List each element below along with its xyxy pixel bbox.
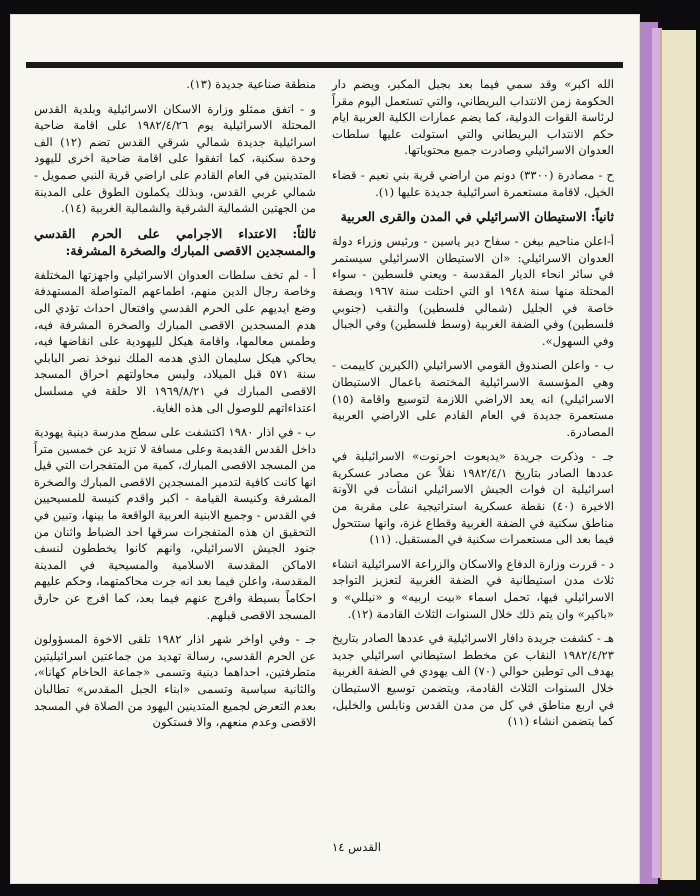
paragraph: الله اكبر» وقد سمي فيما بعد بجبل المكبر، ويضم دار الحكومة زمن الانتداب البريطاني، والتي تستعمل اليوم مقراً لرئاسة القوات الدولية، كما يضم عمارات الكلية العربية ايام حكم الانتداب البريطاني والتي استولت عليها سلطات العدوان الاسرائيلي وصادرت جميع محتوياتها.: [332, 77, 614, 158]
paragraph: منطقة صناعية جديدة (١٣).: [186, 77, 316, 91]
paragraph: جـ - وذكرت جريدة «يديعوت احرنوت» الاسرائيلية في عددها الصادر بتاريخ ١٩٨٢/٤/١ نقلاً عن مصادر عسكرية اسرائيلية ان فوات الجيش الاسرائيلي انشأت في الآونة الاخيرة (٤٠) نقطة عسكرية استراتيجية على مقربة من مناطق سكنية في الضفة الغربية وقطاع غزة، وانها ستتحول فيما بعد الى مستعمرات سكنية في المستقبل. (١١): [332, 449, 614, 547]
page-footer: القدس ١٤: [332, 840, 382, 854]
magazine-page: [10, 14, 640, 884]
paragraph: ب - في اذار ١٩٨٠ اكتشفت على سطح مدرسة دينية يهودية داخل القدس القديمة وعلى مسافة لا تزيد عن خمسين متراً من المسجد الاقصى المبارك، كمية من المتفجرات التي قيل انها كانت كافية لتدمير المسجدين الاقصى المبارك والصخرة المشرفة وكنيسة القيامة - اكبر واقدم كنيسة للمسيحيين في القدس - وجميع الابنية العربية الواقعة ما بينها، وتبين في التحقيق ان هذه المتفجرات سرقها احد الضباط واثنان من جنود الجيش الاسرائيلي، وانهم كانوا يخططون لنسف الاماكن المقدسة الاسلامية والمسيحية في المدينة المقدسة، واعلن فيما بعد انه جرت محاكمتهما، وحكم عليهم احكاماً بسيطة وافرج عنهم فيما بعد، كما افرج عن حارق المسجد الاقصى قبلهم.: [34, 425, 317, 622]
paragraph: د - قررت وزارة الدفاع والاسكان والزراعة الاسرائيلية انشاء ثلاث مدن استيطانية في الضفة الغربية لتعزيز التواجد الاسرائيلي فيها، تحمل اسماء «بيت اربيه» و «نيللي» و «باكير» وان يتم ذلك خلال السنوات الثلاث القادمة (١٢).: [332, 556, 614, 621]
paragraph: ح - مصادرة (٣٣٠٠) دونم من اراضي قرية بني نعيم - قضاء الخيل، لاقامة مستعمرة اسرائيلية جديدة عليها (١).: [332, 167, 614, 199]
section-heading: ثالثاً: الاعتداء الاجرامي على الحرم القدسي والمسجدين الاقصى المبارك والصخرة المشرفة:: [34, 225, 316, 258]
paragraph: أ - لم تخف سلطات العدوان الاسرائيلي واجهزتها المختلفة وخاصة رجال الدين منهم، اطماعهم المتواصلة المستهدفة وضع ايديهم على الحرم القدسي وافتعال احداث تؤدي الى هدم المسجدين الاقصى المبارك والصخرة المشرفة فيه، وطمس معالمها، واقامة هيكل لليهودية على انقاضها فيه، يحاكي هيكل سليمان الذي هدمه الملك نبوخذ نصر البابلي سنة ٥٧١ قبل الميلاد، وليس محاولتهم احراق المسجد الاقصى المبارك في ١٩٦٩/٨/٢١ الا حلقة في مسلسل اعتداءاتهم للوصول الى هذه الغاية.: [34, 267, 316, 415]
page-edge-cream: [660, 30, 696, 880]
paragraph: و - اتفق ممثلو وزارة الاسكان الاسرائيلية وبلدية القدس المحتلة الاسرائيلية يوم ١٩٨٢/٤/٢٦ على اقامة ضاحية اسرائيلية جديدة شمالي شرقي القدس تضم (١٢) الف وحدة سكنية، كما اتفقوا على اقامة ضاحية اخرى لليهود المتدينين في العام القادم على اراضي قرية النبي صمويل - شمالي غربي القدس، وبذلك يكملون الطوق على المدينة من الجهتين الشمالية الشرقية والشمالية الغربية (١٤).: [34, 101, 316, 216]
paragraph: جـ - وفي اواخر شهر اذار ١٩٨٢ تلقى الاخوة المسؤولون عن الحرم القدسي، رسالة تهديد من جماعتين اسرائيليتين متطرفتين، احداهما دينية وتسمى «جماعة الحاخام كهانا»، والثانية سياسية وتسمى «ابناء الجبل المقدس» تطالبان بعدم التعرض لجميع المتدينين اليهود من الصلاة في المسجد الاقصى وعدم منعهم، والا فستكون: [34, 632, 316, 730]
paragraph: أ-اعلن مناحيم بيغن - سفاح دير ياسين - ورئيس وزراء دولة العدوان الاسرائيلي: «ان الاستيطان الاسرائيلي سيستمر في سائر انحاء الديار المقدسة - ويعني فلسطين - سواء المحتلة منها سنة ١٩٤٨ او التي احتلت سنة ١٩٦٧ وبصفة خاصة في الجليل (شمالي فلسطين) والنقب (جنوبي فلسطين) وفي الضفة الغربية (وسط فلسطين) وفي الجبال وفي السهول».: [332, 234, 614, 348]
header-rule: [26, 62, 623, 68]
left-column: [34, 76, 316, 739]
paragraph: هـ - كشفت جريدة دافار الاسرائيلية في عددها الصادر بتاريخ ١٩٨٢/٤/٢٣ النقاب عن مخطط استيطاني اسرائيلي جديد يهدف الى توطين حوالي (٧٠) الف يهودي في الضفة الغربية خلال السنوات الثلاث القادمة، ويتضمن توسيع الاستيطان في اربع مناطق في كل من مدن القدس ونابلس والخليل، كما يتضمن انشاء (١١): [332, 631, 615, 729]
section-heading: ثانياً: الاستيطان الاسرائيلي في المدن والقرى العربية: [340, 209, 614, 225]
paragraph: ب - واعلن الصندوق القومي الاسرائيلي (الكيرين كاييمت - وهي المؤسسة الاسرائيلية المختصة باعمال الاستيطان الاسرائيلي) انه يعد الاراضي اللازمة لتوسيع واقامة (١٥) مستعمرة جديدة في العام القادم على الاراضي العربية المصادرة.: [332, 358, 614, 439]
right-column: [332, 76, 614, 738]
